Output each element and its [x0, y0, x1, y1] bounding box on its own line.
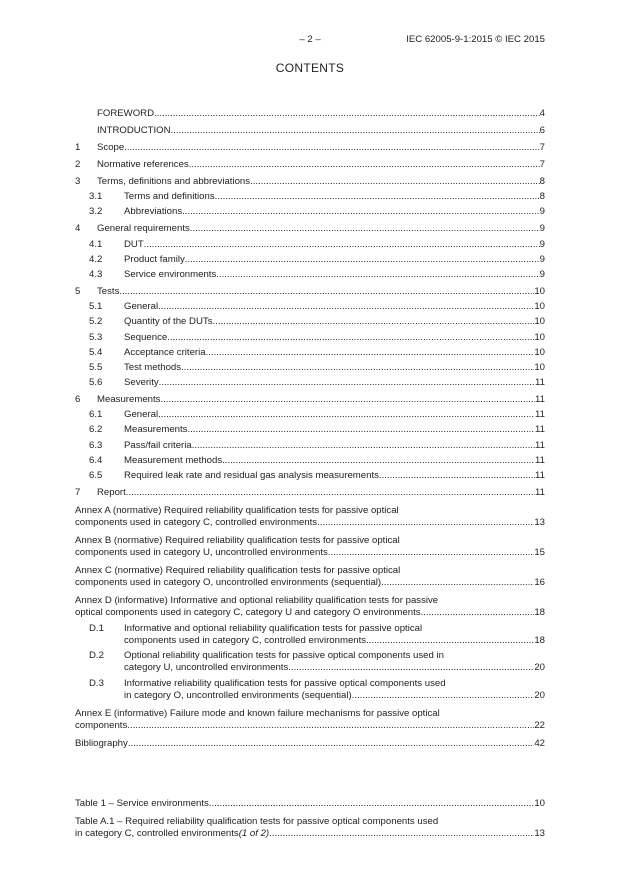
- toc-entry-body: [124, 470, 545, 482]
- toc-entry-body: [75, 565, 545, 589]
- toc-entry[interactable]: [75, 301, 545, 313]
- toc-entry-title[interactable]: DUT: [124, 238, 144, 250]
- toc-entry-title[interactable]: Acceptance criteria: [124, 346, 206, 358]
- toc-entry-line: [75, 547, 545, 559]
- toc-entry-body: [75, 595, 545, 619]
- toc-entry[interactable]: [75, 206, 545, 218]
- toc-entry-body: [124, 254, 545, 266]
- toc-entry-title[interactable]: Table 1 – Service environments: [75, 797, 209, 809]
- toc-entry-body: [124, 424, 545, 436]
- toc-entry-page[interactable]: 8: [539, 176, 545, 187]
- toc-entry-body: [124, 362, 545, 374]
- toc-entry-title[interactable]: Quantity of the DUTs: [124, 316, 213, 328]
- standard-reference: IEC 62005-9-1:2015 © IEC 2015: [406, 34, 545, 45]
- toc-entry-title[interactable]: General: [124, 409, 159, 421]
- toc-entry-title[interactable]: Test methods: [124, 361, 182, 373]
- toc-entry-title[interactable]: General: [124, 301, 159, 313]
- toc-entry-page[interactable]: 13: [534, 827, 545, 839]
- toc-entry-title[interactable]: General requirements: [97, 223, 190, 235]
- dot-leader: [158, 301, 534, 313]
- dot-leader: [126, 487, 535, 499]
- dot-leader: [160, 394, 535, 406]
- toc-entry-page[interactable]: 10: [534, 346, 545, 358]
- toc-entry[interactable]: [75, 286, 545, 298]
- toc-entry-page[interactable]: 7: [539, 142, 545, 153]
- toc-entry-number: 4.2: [89, 253, 103, 265]
- toc-entry-title[interactable]: INTRODUCTION: [97, 125, 171, 136]
- toc-entry[interactable]: [75, 708, 545, 732]
- toc-entry-page[interactable]: 10: [534, 797, 545, 809]
- toc-entry-line: [75, 607, 545, 619]
- page-number: – 2 –: [299, 34, 321, 45]
- toc-entry-line: [124, 470, 545, 482]
- toc-entry[interactable]: [75, 394, 545, 406]
- dot-leader: [206, 347, 535, 359]
- dot-leader: [171, 125, 540, 137]
- toc-entry-number: 6.2: [89, 424, 103, 436]
- dot-leader: [167, 332, 534, 344]
- toc-entry[interactable]: [75, 176, 545, 188]
- toc-entry[interactable]: [75, 254, 545, 266]
- toc-entry[interactable]: [75, 332, 545, 344]
- toc-entry-line: [97, 108, 545, 120]
- toc-entry-body: [124, 440, 545, 452]
- toc-entry-number: 6.3: [89, 439, 103, 451]
- toc-entry-line: [124, 635, 545, 647]
- toc-entry-number: 4.1: [89, 238, 103, 250]
- toc-entry-line: [124, 332, 545, 344]
- toc-entry-page[interactable]: 16: [534, 577, 545, 588]
- toc-entry-number: 5.6: [89, 377, 103, 389]
- toc-entry-body: [124, 377, 545, 389]
- toc-entry[interactable]: [75, 142, 545, 154]
- toc-entry-number: 6: [75, 394, 81, 406]
- toc-entry-title[interactable]: in category C, controlled environments: [75, 827, 239, 839]
- toc-entry-line: [75, 720, 545, 732]
- toc-entry[interactable]: [75, 623, 545, 647]
- toc-entry-line: [97, 159, 545, 171]
- toc-entry-number: [75, 125, 97, 137]
- toc-entry-page[interactable]: 22: [534, 719, 545, 731]
- toc-entry-body: [124, 332, 545, 344]
- toc-entry-line: [75, 535, 545, 547]
- dot-leader: [128, 738, 535, 750]
- toc-entry[interactable]: [75, 108, 545, 120]
- toc-entry-number: 3: [75, 176, 81, 187]
- toc-entry[interactable]: [75, 239, 545, 251]
- toc-entry-body: [124, 301, 545, 313]
- toc-entry[interactable]: [75, 595, 545, 619]
- toc-entry[interactable]: [75, 377, 545, 389]
- toc-entry-line: [124, 690, 545, 702]
- toc-entry-page[interactable]: 11: [535, 487, 545, 498]
- toc-entry-title[interactable]: Table A.1 – Required reliability qualification tests for passive optical components used: [75, 815, 439, 827]
- toc-entry[interactable]: [75, 269, 545, 281]
- toc-entry-page[interactable]: 10: [534, 285, 545, 297]
- toc-entry-number: 5.4: [89, 346, 103, 358]
- toc-entry[interactable]: [75, 487, 545, 499]
- toc-entry-line: [75, 577, 545, 589]
- toc-entry-body: [124, 455, 545, 467]
- toc-entry-page[interactable]: 11: [535, 424, 545, 436]
- toc-entry-body: [124, 347, 545, 359]
- toc-entry-title[interactable]: category U, uncontrolled environments: [124, 662, 289, 673]
- toc-entry[interactable]: [75, 816, 545, 840]
- toc-entry-title-suffix: (1 of 2): [238, 827, 270, 839]
- toc-entry-title[interactable]: Optional reliability qualification tests for passive optical components used in: [124, 650, 444, 661]
- dot-leader: [124, 142, 539, 154]
- toc-entry-page[interactable]: 8: [539, 191, 545, 203]
- toc-entry-page[interactable]: 10: [534, 331, 545, 343]
- toc-entry-page[interactable]: 18: [534, 634, 545, 646]
- toc-entry[interactable]: [75, 424, 545, 436]
- toc-entry-page[interactable]: 13: [534, 517, 545, 528]
- toc-entry-number: 6.4: [89, 454, 103, 466]
- dot-leader: [119, 286, 534, 298]
- toc-entry-body: [75, 798, 545, 810]
- dot-leader: [328, 547, 535, 559]
- toc-entry[interactable]: [75, 470, 545, 482]
- toc-entry-line: [75, 798, 545, 810]
- toc-entry-line: [75, 565, 545, 577]
- toc-entry-body: [124, 316, 545, 328]
- dot-leader: [352, 690, 535, 702]
- toc-entry-title[interactable]: Tests: [97, 285, 120, 297]
- toc-entry-title[interactable]: Scope: [97, 142, 125, 153]
- toc-entry-body: [97, 108, 545, 120]
- toc-entry-line: [124, 440, 545, 452]
- toc-entry[interactable]: [75, 159, 545, 171]
- toc-entry-line: [124, 239, 545, 251]
- dot-leader: [381, 577, 534, 589]
- dot-leader: [379, 470, 535, 482]
- toc-entry-page[interactable]: 18: [534, 607, 545, 618]
- dot-leader: [181, 362, 534, 374]
- toc-entry[interactable]: [75, 191, 545, 203]
- toc-entry-page[interactable]: 4: [539, 108, 545, 119]
- toc-entry-body: [124, 239, 545, 251]
- toc-entry-line: [124, 301, 545, 313]
- dot-leader: [288, 662, 534, 674]
- toc-entry-number: 5: [75, 285, 81, 297]
- toc-entry-line: [124, 254, 545, 266]
- toc-entry-body: [75, 505, 545, 529]
- toc-entry[interactable]: [75, 565, 545, 589]
- toc-entry-page[interactable]: 9: [539, 268, 545, 280]
- toc-entry-body: [97, 286, 545, 298]
- dot-leader: [317, 517, 534, 529]
- toc-entry-line: [75, 595, 545, 607]
- toc-entry-page[interactable]: 11: [535, 394, 545, 406]
- toc-entry-line: [97, 176, 545, 188]
- dot-leader: [215, 191, 540, 203]
- toc-entry-title[interactable]: components: [75, 719, 128, 731]
- toc-entry-line: [97, 286, 545, 298]
- dot-leader: [190, 223, 540, 235]
- toc-entry-number: D.1: [89, 622, 104, 634]
- toc-entry-title[interactable]: Pass/fail criteria: [124, 439, 192, 451]
- toc-entry-body: [124, 269, 545, 281]
- toc-entry-page[interactable]: 10: [534, 316, 545, 328]
- toc-entry-line: [124, 455, 545, 467]
- toc-entry[interactable]: [75, 316, 545, 328]
- toc-entry-page[interactable]: 42: [534, 737, 545, 749]
- toc-entry-body: [97, 142, 545, 154]
- toc-entry-line: [124, 662, 545, 674]
- toc-entry-line: [124, 377, 545, 389]
- toc-entry-line: [97, 142, 545, 154]
- toc-entry[interactable]: [75, 738, 545, 750]
- toc-entry-title[interactable]: Normative references: [97, 159, 189, 170]
- toc-entry-page[interactable]: 20: [534, 689, 545, 701]
- toc-entry-body: [97, 125, 545, 137]
- toc-entry-number: 6.1: [89, 409, 103, 421]
- toc-entry-line: [124, 269, 545, 281]
- toc-entry-page[interactable]: 9: [539, 253, 545, 265]
- toc-entry-number: D.3: [89, 677, 104, 689]
- toc-entry-body: [75, 708, 545, 732]
- toc-entry-body: [124, 678, 545, 702]
- toc-entry-line: [75, 505, 545, 517]
- toc-entry-number: 4.3: [89, 268, 103, 280]
- toc-entry-number: D.2: [89, 650, 104, 661]
- toc-entry-body: [75, 816, 545, 840]
- toc-entry-line: [75, 517, 545, 529]
- toc-entry-number: 3.2: [89, 206, 103, 218]
- toc-entry-title[interactable]: Annex B (normative) Required reliability qualification tests for passive optical: [75, 535, 400, 546]
- toc-entry-line: [124, 650, 545, 662]
- toc-entry-number: 1: [75, 142, 81, 153]
- toc-entry-title[interactable]: Annex E (informative) Failure mode and known failure mechanisms for passive optical: [75, 707, 440, 719]
- toc-entry[interactable]: [75, 678, 545, 702]
- contents-title: CONTENTS: [275, 61, 345, 75]
- toc-entry-title[interactable]: Annex A (normative) Required reliability qualification tests for passive optical: [75, 505, 399, 516]
- toc-entry-title[interactable]: Annex D (informative) Informative and optional reliability qualification tests for passive: [75, 595, 439, 606]
- toc-entry-line: [124, 316, 545, 328]
- toc-entry-title[interactable]: Product family: [124, 253, 185, 265]
- dot-leader: [192, 440, 535, 452]
- toc-entry-body: [124, 191, 545, 203]
- dot-leader: [189, 159, 540, 171]
- toc-entry-line: [124, 678, 545, 690]
- toc-entry[interactable]: [75, 505, 545, 529]
- toc-entry-page[interactable]: 11: [535, 470, 545, 481]
- toc-entry-body: [124, 623, 545, 647]
- toc-entry-line: [124, 206, 545, 218]
- dot-leader: [159, 377, 535, 389]
- toc-entry-line: [124, 409, 545, 421]
- toc-entry-line: [75, 828, 545, 840]
- toc-entry-title[interactable]: Terms, definitions and abbreviations: [97, 176, 251, 187]
- toc-entry-page[interactable]: 10: [534, 361, 545, 373]
- dot-leader: [209, 798, 534, 810]
- toc-entry-number: 5.1: [89, 301, 103, 313]
- toc-entry-number: 5.2: [89, 316, 103, 328]
- toc-entry-page[interactable]: 6: [539, 125, 545, 136]
- dot-leader: [182, 206, 540, 218]
- toc-entry-title[interactable]: Measurement methods: [124, 454, 223, 466]
- toc-entry-body: [97, 394, 545, 406]
- toc-entry-title[interactable]: Abbreviations: [124, 206, 183, 218]
- toc-entry-body: [124, 650, 545, 674]
- toc-entry-title[interactable]: components used in category U, uncontrolled environments: [75, 547, 328, 558]
- toc-entry-number: 7: [75, 487, 81, 498]
- toc-entry-page[interactable]: 9: [539, 223, 545, 235]
- toc-entry-page[interactable]: 15: [534, 547, 545, 558]
- toc-entry-title[interactable]: Informative reliability qualification tests for passive optical components used: [124, 677, 446, 689]
- toc-entry-line: [97, 487, 545, 499]
- toc-entry[interactable]: [75, 440, 545, 452]
- toc-entry-line: [75, 708, 545, 720]
- toc-entry-line: [124, 424, 545, 436]
- toc-entry-title[interactable]: Informative and optional reliability qualification tests for passive optical: [124, 622, 423, 634]
- dot-leader: [185, 254, 540, 266]
- toc-entry[interactable]: [75, 362, 545, 374]
- toc-entry-title[interactable]: Sequence: [124, 331, 168, 343]
- toc-entry[interactable]: [75, 798, 545, 810]
- toc-entry-title[interactable]: Required leak rate and residual gas analysis measurements: [124, 470, 379, 481]
- toc-entry-title[interactable]: Annex C (normative) Required reliability qualification tests for passive optical: [75, 565, 401, 576]
- toc-entry-title[interactable]: components used in category O, uncontrolled environments (sequential): [75, 577, 382, 588]
- toc-entry-line: [124, 347, 545, 359]
- toc-entry-body: [124, 409, 545, 421]
- toc-entry-page[interactable]: 9: [539, 206, 545, 218]
- dot-leader: [366, 635, 534, 647]
- toc-entry[interactable]: [75, 455, 545, 467]
- toc-entry-number: 4: [75, 223, 81, 235]
- toc-entry-page[interactable]: 11: [535, 454, 545, 466]
- toc-entry-body: [97, 176, 545, 188]
- toc-entry-line: [97, 394, 545, 406]
- dot-leader: [144, 239, 540, 251]
- toc-entry[interactable]: [75, 223, 545, 235]
- toc-entry-line: [75, 738, 545, 750]
- toc-entry-page[interactable]: 7: [539, 159, 545, 170]
- toc-entry[interactable]: [75, 409, 545, 421]
- dot-leader: [187, 424, 535, 436]
- toc-entry-title[interactable]: optical components used in category C, category U and category O environments: [75, 607, 421, 618]
- toc-entry-body: [124, 206, 545, 218]
- toc-entry-title[interactable]: in category O, uncontrolled environments (sequential): [124, 689, 352, 701]
- toc-entry-page[interactable]: 11: [535, 377, 545, 389]
- toc-entry-page[interactable]: 9: [539, 238, 545, 250]
- toc-entry-title[interactable]: components used in category C, controlled environments: [124, 634, 367, 646]
- toc-entry-page[interactable]: 20: [534, 662, 545, 673]
- dot-leader: [216, 269, 539, 281]
- dot-leader: [213, 316, 535, 328]
- toc-entry-title[interactable]: Terms and definitions: [124, 191, 215, 203]
- toc-entry-line: [97, 223, 545, 235]
- toc-entry-body: [97, 159, 545, 171]
- toc-entry-title[interactable]: components used in category C, controlled environments: [75, 517, 318, 528]
- toc-entry-page[interactable]: 11: [535, 409, 545, 421]
- toc-entry-title[interactable]: Service environments: [124, 268, 217, 280]
- toc-entry-title[interactable]: Severity: [124, 377, 159, 389]
- toc-entry-body: [75, 738, 545, 750]
- dot-leader: [154, 108, 540, 120]
- toc-entry-line: [124, 191, 545, 203]
- toc-entry-page[interactable]: 10: [534, 301, 545, 313]
- toc-entry-number: 6.5: [89, 470, 103, 481]
- dot-leader: [421, 607, 535, 619]
- toc-entry-title[interactable]: Bibliography: [75, 737, 128, 749]
- dot-leader: [222, 455, 535, 467]
- toc-entry[interactable]: [75, 125, 545, 137]
- toc-entry-title[interactable]: Measurements: [97, 394, 161, 406]
- toc-entry-number: 2: [75, 159, 81, 170]
- toc-entry-body: [97, 223, 545, 235]
- toc-entry-body: [75, 535, 545, 559]
- toc-entry-line: [124, 362, 545, 374]
- table-of-contents: [75, 108, 545, 840]
- toc-entry-number: 5.3: [89, 331, 103, 343]
- dot-leader: [158, 409, 535, 421]
- toc-entry-title[interactable]: Report: [97, 487, 126, 498]
- toc-entry-number: 3.1: [89, 191, 103, 203]
- toc-entry-body: [97, 487, 545, 499]
- toc-entry[interactable]: [75, 535, 545, 559]
- dot-leader: [127, 720, 534, 732]
- toc-entry-line: [97, 125, 545, 137]
- toc-entry-number: [75, 108, 97, 120]
- toc-entry-page[interactable]: 11: [535, 439, 545, 451]
- toc-entry[interactable]: [75, 650, 545, 674]
- toc-entry-line: [75, 816, 545, 828]
- dot-leader: [269, 828, 534, 840]
- toc-entry-title[interactable]: Measurements: [124, 424, 188, 436]
- dot-leader: [250, 176, 540, 188]
- toc-entry[interactable]: [75, 347, 545, 359]
- toc-entry-line: [124, 623, 545, 635]
- toc-entry-number: 5.5: [89, 361, 103, 373]
- toc-entry-title[interactable]: FOREWORD: [97, 108, 155, 119]
